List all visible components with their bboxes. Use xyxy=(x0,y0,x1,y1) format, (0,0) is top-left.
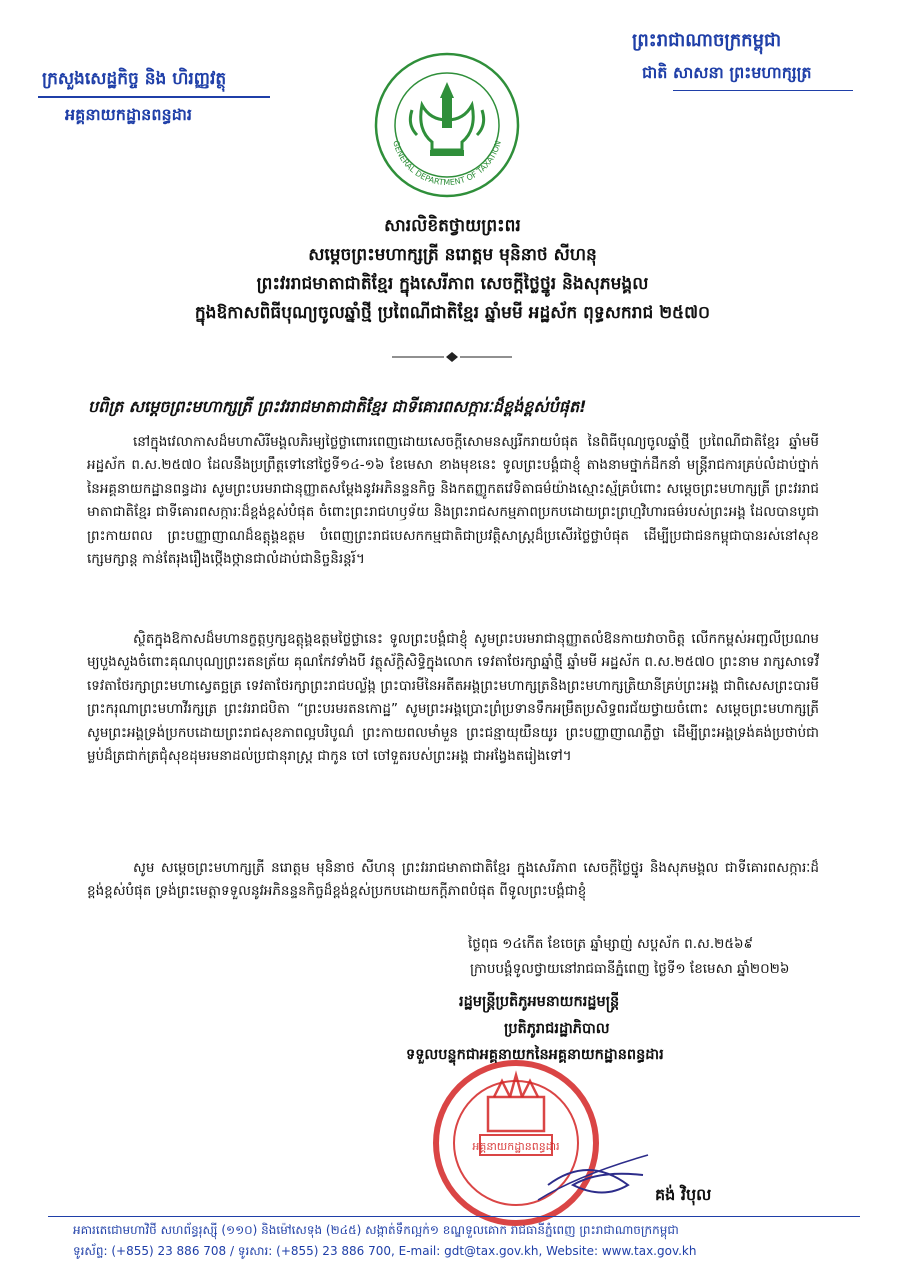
lunar-date: ថ្ងៃពុធ ១៤កើត ខែចេត្រ ឆ្នាំម្សាញ់ សប្តស័ក ព.ស.២៥៦៩ xyxy=(468,936,754,952)
kingdom-title: ព្រះរាជាណាចក្រកម្ពុជា xyxy=(632,30,782,51)
gdt-logo-icon xyxy=(372,50,522,200)
signatory-title-3: ទទួលបន្ទុកជាអគ្គនាយកនៃអគ្គនាយកដ្ឋានពន្ធដារ xyxy=(406,1047,664,1063)
department-name: អគ្គនាយកដ្ឋានពន្ធដារ xyxy=(65,105,192,124)
body-paragraph-2: ស្ថិតក្នុងឱកាសដ៏មហានក្ខត្តឫក្សឧត្ដុង្គឧត្ដមថ្លៃថ្លានេះ ទូលព្រះបង្គំជាខ្ញុំ សូមព្រះបរមរាជានុញ្ញាតលំឱនកាយវាចាចិត្ត លើកកម្ពស់អញ្ជលីប្រណមម្យបួងសួងចំពោះគុណបុណ្យព្រះរតនត្រ័យ គុណកែវទាំងបី វត្ថុស័ក្ដិសិទ្ធិក្នុងលោក ទេវតាថែរក្សាឆ្នាំថ្មី ឆ្នាំមមី អដ្ឋស័ក ព.ស.២៥៧០ ព្រះនាម រាក្សសាទេវី ទេវតាថែរក្សាព្រះមហាស្វេតច្ឆត្រ ទេវតាថែរក្សាព្រះរាជបល្ល័ង្ក ព្រះបារមីនៃអតីតអង្គព្រះមហាក្សត្រនិងព្រះមហាក្សត្រិយានីគ្រប់ព្រះអង្គ ជាពិសេសព្រះបារមីព្រះករុណាព្រះមហាវីរក្សត្រ ព្រះវររាជបិតា “ព្រះបរមរតនកោដ្ឋ” សូមព្រះអង្គប្រោះព្រំប្រទានទឹកអម្រឹតប្រសិទ្ធពរជ័យថ្វាយចំពោះ សម្ដេចព្រះមហាក្សត្រី សូមព្រះអង្គទ្រង់ប្រកបដោយព្រះរាជសុខភាពល្អបរិបូណ៌ ព្រះកាយពលមាំមួន ព្រះជន្មាយុយឺនយូរ ព្រះបញ្ញាញាណភ្លឺថ្លា ដើម្បីព្រះអង្គទ្រង់គង់ប្រថាប់ជាម្លប់ដ៏ត្រជាក់ត្រជុំសុខដុមរមនាដល់ប្រជានុរាស្ត្រ ជាកូន ចៅ ចៅទួតរបស់ព្រះអង្គ ជាអង្វែងតរៀងទៅ។ xyxy=(87,631,819,765)
signatory-title-1: រដ្ឋមន្ត្រីប្រតិភូអមនាយករដ្ឋមន្ត្រី xyxy=(459,994,620,1010)
ministry-name: ក្រសួងសេដ្ឋកិច្ច និង ហិរញ្ញវត្ថុ xyxy=(42,69,227,89)
occasion-line: ក្នុងឱកាសពិធីបុណ្យចូលឆ្នាំថ្មី ប្រពៃណីជាតិខ្មែរ ឆ្នាំមមី អដ្ឋស័ក ពុទ្ធសករាជ ២៥៧០ xyxy=(194,303,711,323)
recipient-title: ព្រះវររាជមាតាជាតិខ្មែរ ក្នុងសេរីភាព សេចក្ដីថ្លៃថ្នូរ និងសុភមង្គល xyxy=(256,274,649,294)
body-paragraph-1: នៅក្នុងវេលាកាសដ៏មហាសិរីមង្គលភិរម្យថ្លៃថ្លាពោរពេញដោយសេចក្ដីសោមនស្សរីករាយបំផុត នៃពិធីបុណ្យចូលឆ្នាំថ្មី ប្រពៃណីជាតិខ្មែរ ឆ្នាំមមី អដ្ឋស័ក ព.ស.២៥៧០ ដែលនឹងប្រព្រឹត្តទៅនៅថ្ងៃទី១៤-១៦ ខែមេសា ខាងមុខនេះ ទូលព្រះបង្គំជាខ្ញុំ តាងនាមថ្នាក់ដឹកនាំ មន្ត្រីរាជការគ្រប់លំដាប់ថ្នាក់នៃអគ្គនាយកដ្ឋានពន្ធដារ សូមព្រះបរមរាជានុញ្ញាតសម្ដែងនូវអភិនន្ទនកិច្ច និងកតញ្ញូកតវេទិតាធម៌យ៉ាងស្មោះស្ម័គ្របំពោះ សម្ដេចព្រះមហាក្សត្រី ព្រះវររាជមាតាជាតិខ្មែរ ជាទីគោរពសក្ការៈដ៏ខ្ពង់ខ្ពស់បំផុត ចំពោះព្រះរាជហឫទ័យ និងព្រះរាជសកម្មភាពប្រកបដោយព្រះព្រហ្មវិហារធម៌របស់ព្រះអង្គ ដែលបានបូជាព្រះកាយពល ព្រះបញ្ញាញាណដ៏ឧត្ដុង្គឧត្ដម បំពេញព្រះរាជបេសកកម្មជាតិជាប្រវត្តិសាស្ត្រដ៏ប្រសើរថ្លៃថ្លាបំផុត ដើម្បីប្រជាជនកម្ពុជាបានរស់នៅសុខក្សេមក្សាន្ត កាន់តែរុងរឿងថ្កើងថ្កានជាលំដាប់ជានិច្ចនិរន្តរ៍។ xyxy=(87,434,819,568)
footer-contact: ទូរស័ព្ទ: (+855) 23 886 708 / ទូរសារ: (+855) 23 886 700, E-mail: gdt@tax.gov.kh, Website: www.tax.gov.kh xyxy=(73,1244,697,1258)
signatory-name: គង់ វិបុល xyxy=(655,1185,712,1204)
ministry-underline xyxy=(38,96,270,98)
motto-underline xyxy=(673,90,853,91)
ornament-divider xyxy=(392,351,512,363)
national-motto: ជាតិ សាសនា ព្រះមហាក្សត្រ xyxy=(642,63,812,82)
body-paragraph-3: សូម សម្ដេចព្រះមហាក្សត្រី នរោត្ដម មុនិនាថ សីហនុ ព្រះវររាជមាតាជាតិខ្មែរ ក្នុងសេរីភាព សេចក្ដីថ្លៃថ្នូរ និងសុភមង្គល ជាទីគោរពសក្ការៈដ៏ខ្ពង់ខ្ពស់បំផុត ទ្រង់ព្រះមេត្តាទទួលនូវអភិនន្ទនកិច្ចដ៏ខ្ពង់ខ្ពស់ប្រកបដោយកក្តីភាពបំផុត ពីទូលព្រះបង្គំជាខ្ញុំ xyxy=(87,860,819,900)
recipient-name: សម្ដេចព្រះមហាក្សត្រី នរោត្ដម មុនិនាថ សីហនុ xyxy=(308,245,597,265)
salutation: បពិត្រ សម្ដេចព្រះមហាក្សត្រី ព្រះវររាជមាតាជាតិខ្មែរ ជាទីគោរពសក្ការៈដ៏ខ្ពង់ខ្ពស់បំផុត! xyxy=(88,397,587,416)
signatory-title-2: ប្រតិភូរាជរដ្ឋាភិបាល xyxy=(504,1021,610,1037)
footer-address: អគារតេជោមហាវិថី សហព័ន្ធរុស្ស៊ី (១១០) និងម៉ៅសេទុង (២៤៥) សង្កាត់ទឹកល្អក់១ ខណ្ឌទួលគោក រាជធានីភ្នំពេញ ព្រះរាជាណាចក្រកម្ពុជា xyxy=(73,1223,679,1237)
seal-text: អគ្គនាយកដ្ឋានពន្ធដារ xyxy=(472,1140,560,1153)
letter-title: សារលិខិតថ្វាយព្រះពរ xyxy=(384,216,521,236)
svg-text:GENERAL DEPARTMENT OF TAXATION xyxy=(391,140,503,187)
logo-text: GENERAL DEPARTMENT OF TAXATION xyxy=(391,139,503,187)
letter-title-block xyxy=(0,212,905,328)
solar-date: ក្រាបបង្គំទូលថ្វាយនៅរាជធានីភ្នំពេញ ថ្ងៃទី១ ខែមេសា ឆ្នាំ២០២៦ xyxy=(470,961,790,977)
footer-divider xyxy=(48,1216,860,1217)
